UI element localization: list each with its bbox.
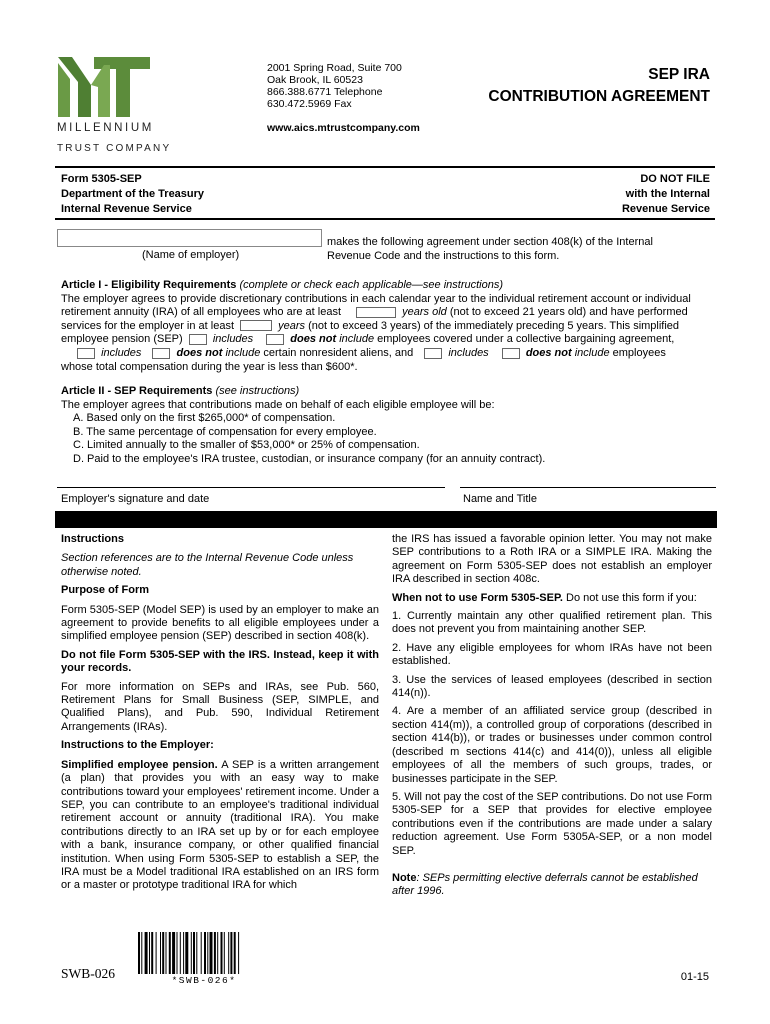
employer-instructions-heading: Instructions to the Employer:: [61, 739, 214, 752]
condition-item: 5. Will not pay the cost of the SEP contributions. Do not use Form 5305-SEP for a SEP that provides for elective employee contributions even if the contributions are made under a salary reduction agreement. Use Form 5305A-SEP, or a non model SEP.: [392, 790, 712, 857]
employer-signature-label: Employer's signature and date: [61, 493, 210, 505]
low-comp-does-not-label: does not: [525, 346, 572, 359]
section-references-note: Section references are to the Internal Revenue Code unless otherwise noted.: [61, 552, 354, 578]
department-name: Department of the Treasury: [61, 188, 205, 200]
article-1-text-3a: services for the employer in at least: [61, 319, 235, 332]
name-title-label: Name and Title: [463, 493, 537, 505]
barcode-icon: [138, 932, 270, 974]
header-divider: [55, 166, 715, 168]
when-not-text: Do not use this form if you:: [566, 591, 697, 604]
note-text: : SEPs permitting elective deferrals cannot be established after 1996.: [392, 871, 698, 898]
article-1-heading: Article I - Eligibility Requirements: [61, 279, 237, 291]
article-1-text-4a: employee pension (SEP): [61, 333, 183, 346]
requirement-item: A. Based only on the first $265,000* of compensation.: [73, 412, 336, 425]
article-1-text-5c: employees: [612, 346, 666, 359]
requirement-item: D. Paid to the employee's IRA trustee, custodian, or insurance company (for an annuity contract).: [73, 452, 546, 465]
low-comp-includes-label: includes: [448, 346, 489, 359]
agreement-line-2: Revenue Code and the instructions to this form.: [327, 250, 560, 262]
simplified-pension-text: A SEP is a written arrangement (a plan) that provides you with an easy way to make contributions toward your employees' retirement income. Under a SEP, you can contribute to an employee's traditional individual retirement account or annuity (traditional IRA). You make contributions directly to an IRA set up by or for each employee with a bank, insurance company, or other qualified financial institution. When using Form 5305-SEP to establish a SEP, the IRA must be a Model traditional IRA established on an IRS form or a master or prototype traditional IRA for which: [61, 758, 379, 892]
requirement-item: B. The same percentage of compensation for every employee.: [73, 425, 377, 438]
nonresident-includes-checkbox[interactable]: [77, 348, 95, 359]
notice-line-1: DO NOT FILE: [640, 173, 710, 185]
minimum-age-field[interactable]: [356, 307, 396, 318]
article-2-note: (see instructions): [215, 385, 300, 397]
condition-item: 3. Use the services of leased employees (described in section 414(n)).: [392, 673, 712, 700]
collective-includes-checkbox[interactable]: [189, 334, 207, 345]
collective-does-not-include-checkbox[interactable]: [266, 334, 284, 345]
notice-line-3: Revenue Service: [621, 203, 710, 215]
condition-item: 2. Have any eligible employees for whom IRAs have not been established.: [392, 641, 712, 668]
nonresident-does-not-include-checkbox[interactable]: [152, 348, 170, 359]
barcode-caption: *SWB-026*: [171, 975, 237, 986]
years-old-label: years old: [402, 306, 447, 319]
nonresident-includes-label: includes: [101, 346, 142, 359]
purpose-heading: Purpose of Form: [61, 584, 150, 597]
do-not-file-notice: [622, 172, 710, 217]
section-divider-bar: [55, 511, 717, 528]
article-1-text-6: whose total compensation during the year is less than $600*.: [61, 360, 358, 373]
article-1-text-3c: (not to exceed 3 years) of the immediately preceding 5 years. This simplified: [308, 319, 680, 332]
company-address: [267, 62, 402, 110]
article-1-eligibility: [61, 279, 721, 374]
article-1-note: (complete or check each applicable—see instructions): [239, 279, 504, 291]
form-code: SWB-026: [61, 966, 115, 981]
continued-text: the IRS has issued a favorable opinion letter. You may not make SEP contributions to a Roth IRA or a SIMPLE IRA. Making the agreement on Form 5305-SEP does not establish an employer IRA described in section 408c.: [392, 533, 712, 586]
company-logo-subtitle: TRUST COMPANY: [57, 143, 172, 154]
agency-name: Internal Revenue Service: [61, 203, 192, 215]
employer-name-label: (Name of employer): [142, 249, 240, 261]
simplified-pension-heading: Simplified employee pension.: [61, 758, 218, 771]
title-line-1: SEP IRA: [648, 66, 710, 83]
article-1-text-2c: (not to exceed 21 years old) and have performed: [449, 306, 688, 319]
collective-include-label: include: [339, 333, 375, 346]
form-number: Form 5305-SEP: [61, 173, 142, 185]
article-2-heading: Article II - SEP Requirements: [61, 385, 213, 397]
revision-number: 01-15: [680, 971, 709, 983]
nonresident-include-label: include: [225, 346, 261, 359]
article-1-text-1: The employer agrees to provide discretionary contributions in each calendar year to the individual retirement account or individual: [61, 292, 691, 305]
more-info-text: For more information on SEPs and IRAs, see Pub. 560, Retirement Plans for Small Business (SEP, SIMPLE, and Qualified Plans), and Pub. 590, Individual Retirement Arrangements (IRAs).: [61, 680, 379, 733]
company-logo-name: MILLENNIUM: [57, 122, 154, 134]
title-line-2: CONTRIBUTION AGREEMENT: [488, 88, 710, 105]
employer-name-field[interactable]: [57, 229, 322, 247]
document-title: [488, 64, 710, 108]
name-title-line[interactable]: [460, 487, 716, 488]
collective-does-not-label: does not: [290, 333, 337, 346]
address-line-1: 2001 Spring Road, Suite 700: [267, 62, 402, 74]
do-not-file-text: Do not file Form 5305-SEP with the IRS. Instead, keep it with your records.: [61, 648, 379, 675]
instructions-right-column: [392, 533, 712, 904]
website-link[interactable]: www.aics.mtrustcompany.com: [267, 122, 420, 134]
article-1-text-2a: retirement annuity (IRA) of all employees who are at least: [61, 306, 342, 319]
agreement-statement: [327, 235, 653, 263]
instructions-heading: Instructions: [61, 533, 124, 545]
employer-signature-line[interactable]: [57, 487, 445, 488]
when-not-heading: When not to use Form 5305-SEP.: [392, 591, 563, 604]
condition-item: 1. Currently maintain any other qualified retirement plan. This does not prevent you from maintaining another SEP.: [392, 610, 712, 636]
fax-number: 630.472.5969 Fax: [267, 98, 352, 110]
low-comp-include-label: include: [574, 346, 610, 359]
form-identification: [61, 172, 204, 217]
article-1-text-4b: employees covered under a collective bargaining agreement,: [377, 333, 675, 346]
notice-line-2: with the Internal: [625, 188, 710, 200]
years-of-service-field[interactable]: [240, 320, 272, 331]
address-line-2: Oak Brook, IL 60523: [267, 74, 363, 86]
requirement-item: C. Limited annually to the smaller of $53,000* or 25% of compensation.: [73, 439, 420, 452]
note-label: Note: [392, 871, 417, 884]
low-comp-does-not-include-checkbox[interactable]: [502, 348, 520, 359]
years-label: years: [278, 319, 306, 332]
nonresident-does-not-label: does not: [176, 346, 223, 359]
phone-number: 866.388.6771 Telephone: [267, 86, 383, 98]
low-comp-includes-checkbox[interactable]: [424, 348, 442, 359]
article-2-intro: The employer agrees that contributions made on behalf of each eligible employee will be:: [61, 398, 495, 411]
purpose-text: Form 5305-SEP (Model SEP) is used by an employer to make an agreement to provide benefits to all eligible employees under a simplified employee pension (SEP) described in section 408(k).: [61, 603, 379, 643]
article-2-sep-requirements: [61, 385, 721, 467]
article-1-text-5b: certain nonresident aliens, and: [263, 346, 414, 359]
millennium-logo-icon: [58, 57, 150, 117]
condition-item: 4. Are a member of an affiliated service group (described in section 414(m)), a controlled group of corporations (described in section 414(b)), or trades or businesses under common control (described m sections 414(c) and 414(0)), unless all eligible employees of all the members of such groups, trades, or businesses participate in the SEP.: [392, 705, 712, 785]
collective-includes-label: includes: [212, 333, 254, 346]
agreement-line-1: makes the following agreement under section 408(k) of the Internal: [327, 236, 653, 248]
instructions-left-column: [61, 533, 379, 898]
form-info-divider: [55, 218, 715, 220]
